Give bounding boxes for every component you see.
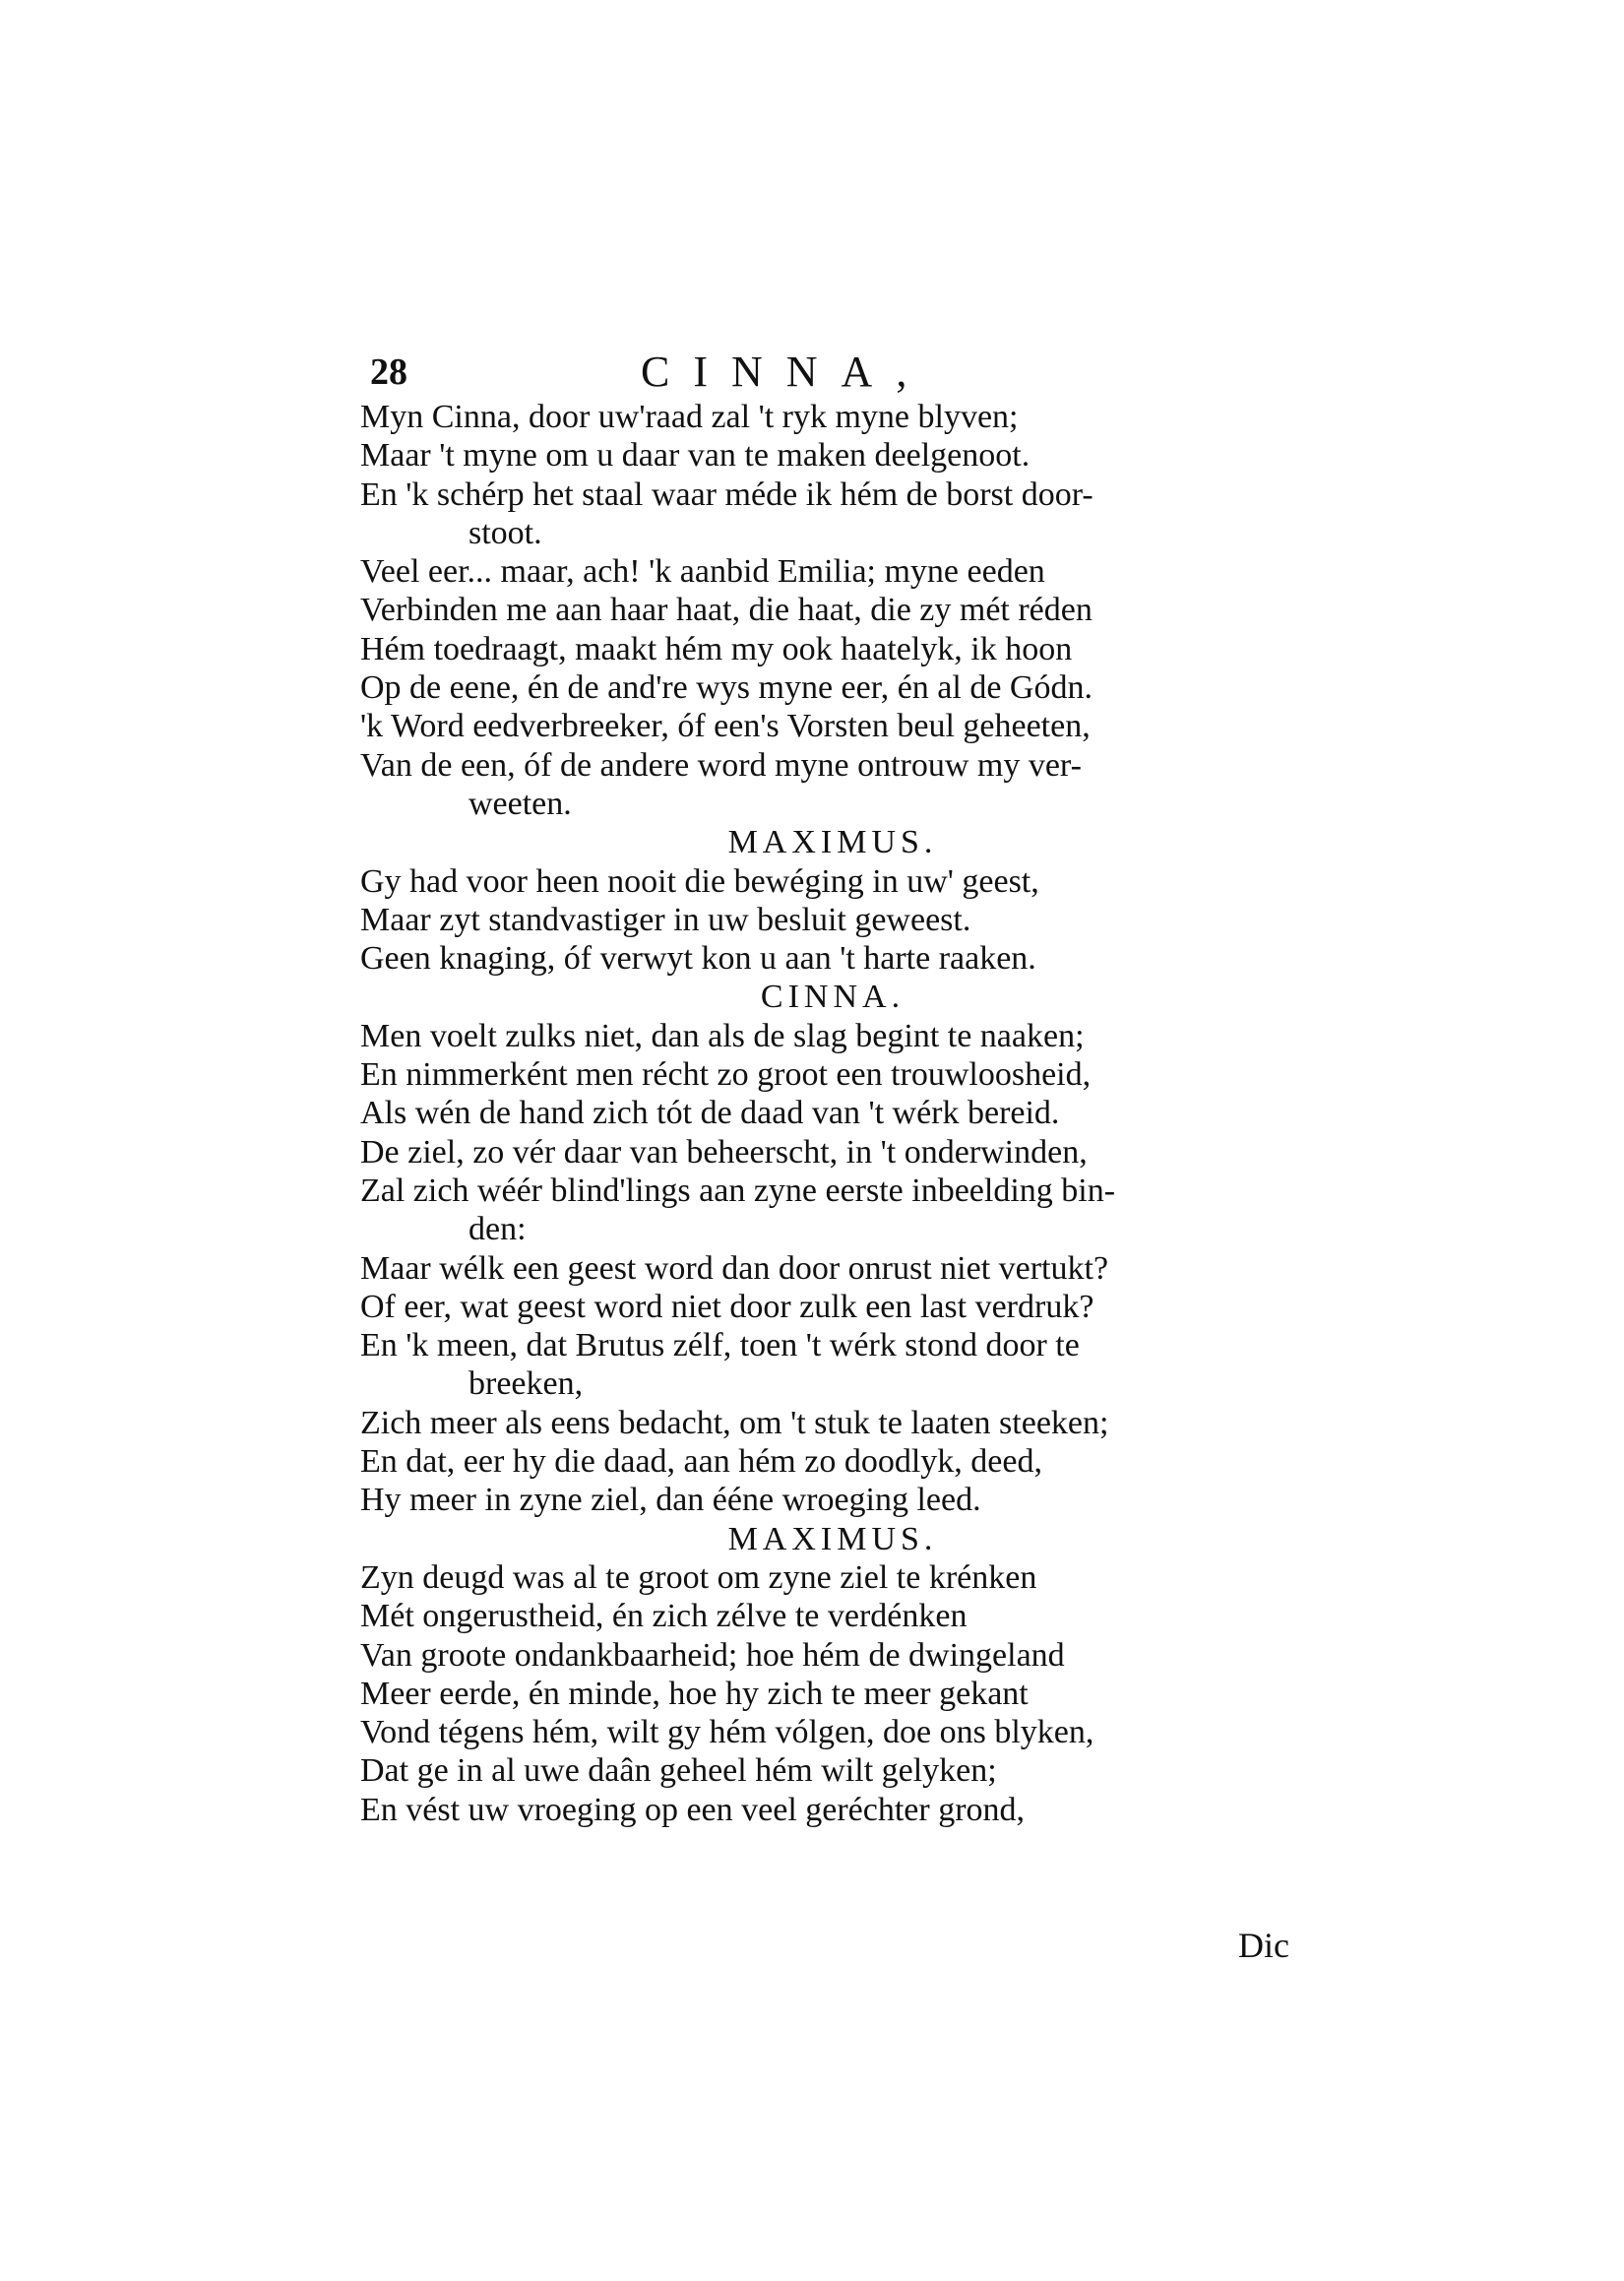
- verse-line: Of eer, wat geest word niet door zulk een last verdruk?: [360, 1288, 1094, 1325]
- verse-line: Veel eer... maar, ach! 'k aanbid Emilia; myne eeden: [360, 553, 1045, 591]
- verse-line: Als wén de hand zich tót de daad van 't wérk bereid.: [360, 1095, 1060, 1132]
- speaker-heading: CINNA.: [760, 979, 906, 1016]
- verse-line: Geen knaging, óf verwyt kon u aan 't harte raaken.: [360, 940, 1036, 978]
- verse-text: [360, 398, 1305, 1829]
- verse-line: En nimmerként men récht zo groot een trouwloosheid,: [360, 1056, 1092, 1094]
- verse-line: Myn Cinna, door uw'raad zal 't ryk myne blyven;: [360, 399, 1019, 435]
- verse-line-continuation: den:: [468, 1211, 527, 1248]
- verse-line: Men voelt zulks niet, dan als de slag begint te naaken;: [360, 1017, 1085, 1054]
- verse-line: De ziel, zo vér daar van beheerscht, in 't onderwinden,: [360, 1133, 1088, 1171]
- verse-line: Verbinden me aan haar haat, die haat, die zy mét réden: [360, 592, 1093, 629]
- verse-line: Dat ge in al uwe daân geheel hém wilt gelyken;: [360, 1752, 997, 1790]
- verse-line: Mét ongerustheid, én zich zélve te verdénken: [360, 1598, 968, 1635]
- page-header: [370, 347, 1295, 398]
- verse-line: Zyn deugd was al te groot om zyne ziel te krénken: [360, 1558, 1037, 1596]
- verse-line: Gy had voor heen nooit die bewéging in uw' geest,: [360, 862, 1039, 900]
- verse-line: Maar 't myne om u daar van te maken deelgenoot.: [360, 437, 1031, 475]
- verse-line-continuation: weeten.: [468, 785, 572, 822]
- verse-line: Van de een, óf de andere word myne ontrouw my ver-: [360, 746, 1082, 784]
- verse-line: Van groote ondankbaarheid; hoe hém de dwingeland: [360, 1636, 1065, 1674]
- verse-line: Hy meer in zyne ziel, dan ééne wroeging leed.: [360, 1482, 981, 1519]
- verse-line: Maar wélk een geest word dan door onrust niet vertukt?: [360, 1249, 1109, 1287]
- speaker-heading: MAXIMUS.: [727, 824, 938, 861]
- verse-line: 'k Word eedverbreeker, óf een's Vorsten beul geheeten,: [360, 708, 1091, 745]
- verse-line-continuation: breeken,: [468, 1365, 584, 1403]
- catchword: Dic: [1238, 1926, 1289, 1965]
- page-number: 28: [370, 351, 407, 393]
- running-title: CINNA,: [641, 348, 931, 396]
- verse-line: Zich meer als eens bedacht, om 't stuk te laaten steeken;: [360, 1404, 1109, 1441]
- speaker-heading: MAXIMUS.: [727, 1520, 938, 1557]
- verse-line: En dat, eer hy die daad, aan hém zo doodlyk, deed,: [360, 1443, 1042, 1481]
- verse-line: Maar zyt standvastiger in uw besluit geweest.: [360, 901, 971, 938]
- verse-line: Hém toedraagt, maakt hém my ook haatelyk, ik hoon: [360, 630, 1073, 667]
- verse-line: En 'k schérp het staal waar méde ik hém de borst door-: [360, 475, 1093, 513]
- verse-line: En vést uw vroeging op een veel geréchter grond,: [360, 1791, 1026, 1828]
- verse-line: Meer eerde, én minde, hoe hy zich te meer gekant: [360, 1675, 1029, 1712]
- verse-line: Vond tégens hém, wilt gy hém vólgen, doe ons blyken,: [360, 1714, 1094, 1751]
- verse-line: En 'k meen, dat Brutus zélf, toen 't wérk stond door te: [360, 1327, 1080, 1364]
- verse-line: Zal zich wéér blind'lings aan zyne eerste inbeelding bin-: [360, 1172, 1116, 1209]
- verse-line-continuation: stoot.: [468, 514, 542, 551]
- verse-line: Op de eene, én de and're wys myne eer, én al de Gódn.: [360, 669, 1093, 707]
